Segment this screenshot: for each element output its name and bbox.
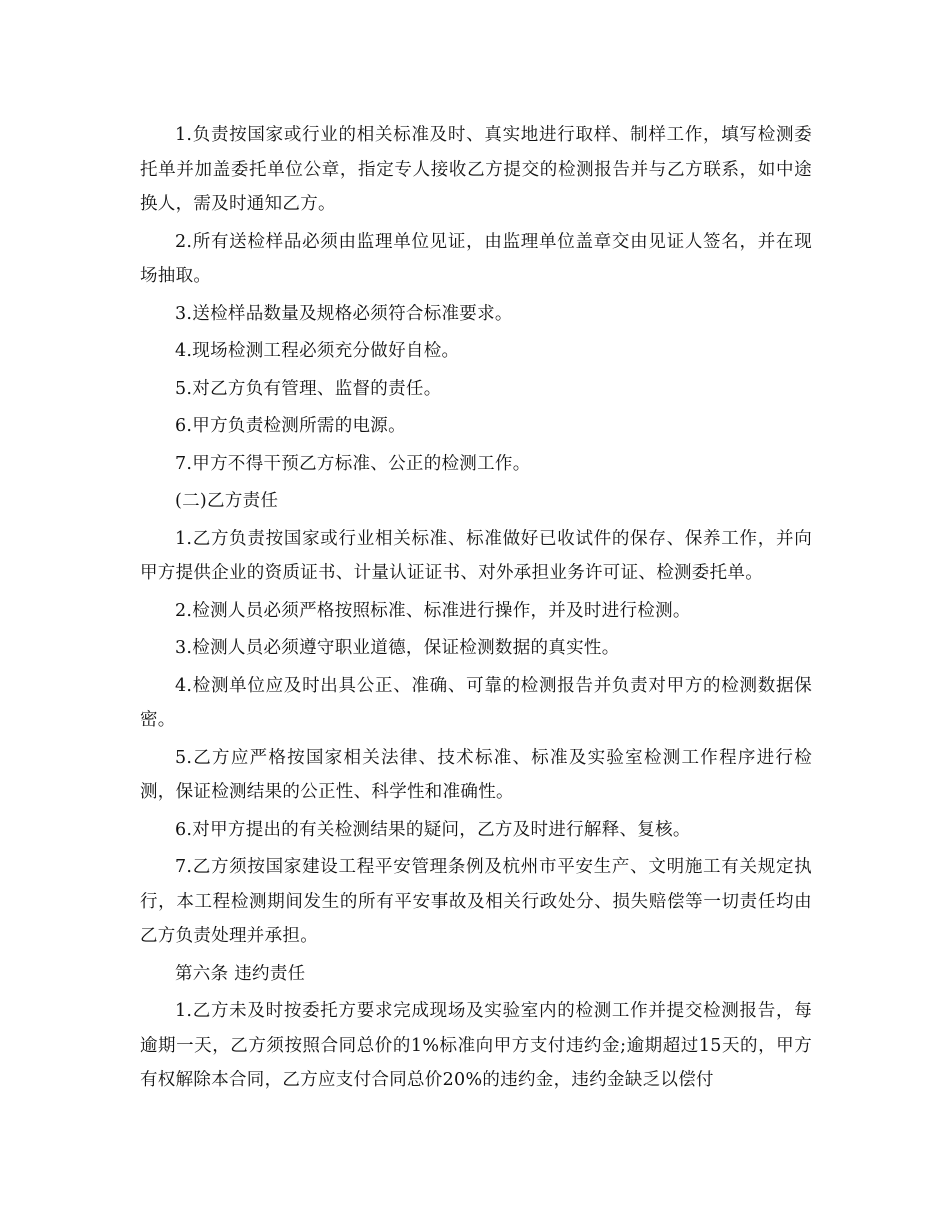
paragraph-7: 7.甲方不得干预乙方标准、公正的检测工作。 [175, 453, 531, 474]
section-heading-party-b: (二)乙方责任 [175, 491, 279, 511]
paragraph-5: 5.对乙方负有管理、监督的责任。 [175, 378, 442, 399]
paragraph-3: 3.送检样品数量及规格必须符合标准要求。 [175, 303, 513, 324]
paragraph-6: 6.甲方负责检测所需的电源。 [175, 416, 406, 436]
paragraph-b7: 7.乙方须按国家建设工程平安管理条例及杭州市平安生产、文明施工有关规定执行，本工程检测期间发生的所有平安事故及相关行政处分、损失赔偿等一切责任均由乙方负责处理并承担。 [140, 857, 812, 946]
paragraph-b1: 1.乙方负责按国家或行业相关标准、标准做好已收试件的保存、保养工作，并向甲方提供企业的资质证书、计量认证证书、对外承担业务许可证、检测委托单。 [140, 528, 812, 583]
paragraph-4: 4.现场检测工程必须充分做好自检。 [175, 341, 460, 361]
paragraph-c1: 1.乙方未及时按委托方要求完成现场及实验室内的检测工作并提交检测报告，每逾期一天，乙方须按照合同总价的1%标准向甲方支付违约金;逾期超过15天的，甲方有权解除本合同，乙方应支付合同总价20%的违约金，违约金缺乏以偿付 [140, 1001, 812, 1090]
paragraph-2: 2.所有送检样品必须由监理单位见证，由监理单位盖章交由见证人签名，并在现场抽取。 [140, 231, 812, 286]
paragraph-b6: 6.对甲方提出的有关检测结果的疑问，乙方及时进行解释、复核。 [175, 819, 691, 840]
article-heading-6: 第六条 违约责任 [175, 963, 306, 984]
paragraph-1: 1.负责按国家或行业的相关标准及时、真实地进行取样、制样工作，填写检测委托单并加盖委托单位公章，指定专人接收乙方提交的检测报告并与乙方联系，如中途换人，需及时通知乙方。 [140, 125, 812, 214]
paragraph-b4: 4.检测单位应及时出具公正、准确、可靠的检测报告并负责对甲方的检测数据保密。 [140, 675, 812, 730]
paragraph-b2: 2.检测人员必须严格按照标准、标准进行操作，并及时进行检测。 [175, 600, 691, 621]
paragraph-b5: 5.乙方应严格按国家相关法律、技术标准、标准及实验室检测工作程序进行检测，保证检测结果的公正性、科学性和准确性。 [140, 747, 812, 802]
paragraph-b3: 3.检测人员必须遵守职业道德，保证检测数据的真实性。 [175, 638, 620, 658]
document-page [140, 118, 812, 1101]
